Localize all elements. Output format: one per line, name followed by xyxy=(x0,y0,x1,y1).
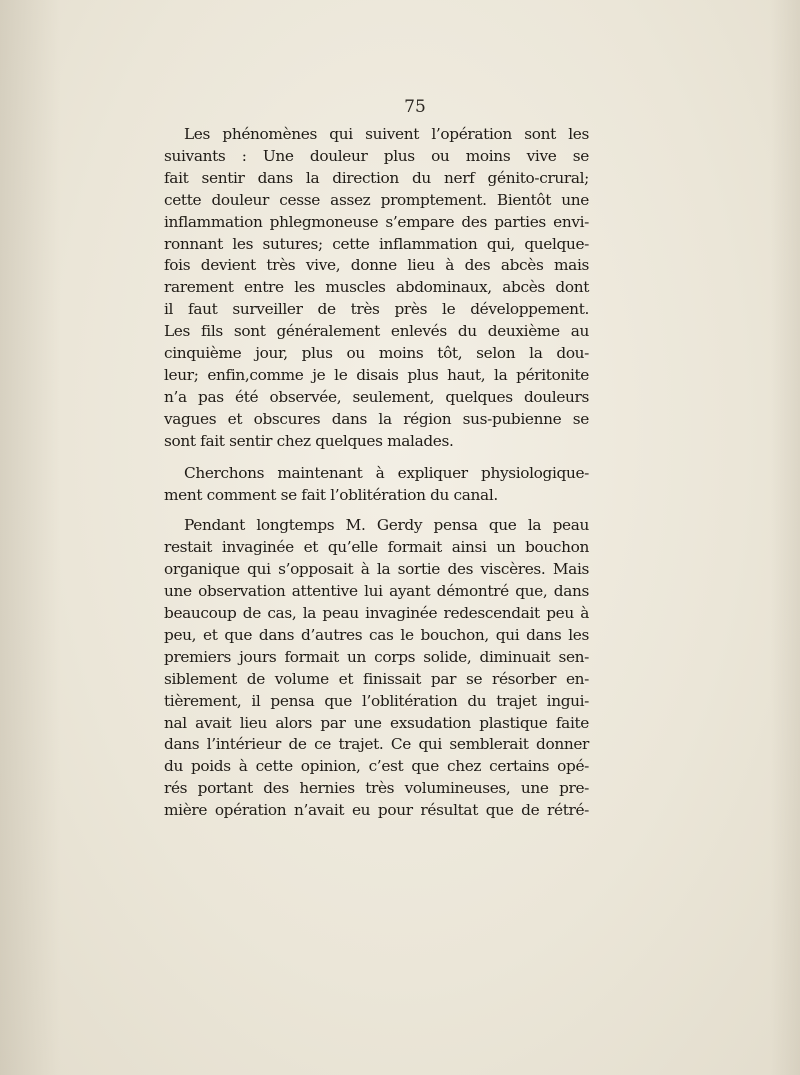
text-line: rarement entre les muscles abdominaux, abcès dont xyxy=(164,278,589,297)
text-line: peu, et que dans d’autres cas le bouchon, qui dans les xyxy=(164,625,589,644)
text-line: fois devient très vive, donne lieu à des abcès mais xyxy=(164,256,589,275)
text-line: cinquième jour, plus ou moins tôt, selon la dou- xyxy=(164,344,589,363)
text-line: du poids à cette opinion, c’est que chez certains opé- xyxy=(164,757,589,776)
text-line: sont fait sentir chez quelques malades. xyxy=(164,431,454,450)
text-line: beaucoup de cas, la peau invaginée redescendait peu à xyxy=(164,604,589,623)
text-line: Les fils sont généralement enlevés du deuxième au xyxy=(164,322,589,341)
text-line: fait sentir dans la direction du nerf génito-crural; xyxy=(164,168,589,187)
page-number: 75 xyxy=(404,97,426,117)
edge-shadow xyxy=(770,0,800,1075)
text-line: rés portant des hernies très volumineuses, une pre- xyxy=(164,779,589,798)
text-line: Pendant longtemps M. Gerdy pensa que la peau xyxy=(184,516,589,535)
body-text xyxy=(164,124,589,822)
text-line: dans l’intérieur de ce trajet. Ce qui semblerait donner xyxy=(164,735,589,754)
text-line: cette douleur cesse assez promptement. Bientôt une xyxy=(164,190,589,209)
text-line: ment comment se fait l’oblitération du canal. xyxy=(164,485,498,504)
text-line: suivants : Une douleur plus ou moins vive se xyxy=(164,146,589,165)
text-line: ronnant les sutures; cette inflammation qui, quelque- xyxy=(164,234,589,253)
text-line: leur; enfin,comme je le disais plus haut, la péritonite xyxy=(164,365,589,384)
spine-shadow xyxy=(0,0,60,1075)
text-line: siblement de volume et finissait par se résorber en- xyxy=(164,669,589,688)
text-line: Les phénomènes qui suivent l’opération sont les xyxy=(184,125,589,143)
text-line: Cherchons maintenant à expliquer physiologique- xyxy=(184,463,589,482)
paragraph-gap xyxy=(164,506,589,515)
paragraph-3 xyxy=(164,515,589,822)
paragraph-2 xyxy=(164,463,589,507)
text-line: organique qui s’opposait à la sortie des viscères. Mais xyxy=(164,560,589,579)
paragraph-1 xyxy=(164,124,589,453)
text-line: inflammation phlegmoneuse s’empare des parties envi- xyxy=(164,212,589,231)
text-line: premiers jours formait un corps solide, diminuait sen- xyxy=(164,647,589,666)
text-line: restait invaginée et qu’elle formait ainsi un bouchon xyxy=(164,538,589,557)
text-line: n’a pas été observée, seulement, quelques douleurs xyxy=(164,387,589,406)
text-line: il faut surveiller de très près le développement. xyxy=(164,300,589,319)
paragraph-gap xyxy=(164,453,589,463)
text-line: vagues et obscures dans la région sus-pubienne se xyxy=(164,409,589,428)
text-line: une observation attentive lui ayant démontré que, dans xyxy=(164,582,589,601)
text-line: mière opération n’avait eu pour résultat que de rétré- xyxy=(164,801,589,820)
text-line: nal avait lieu alors par une exsudation plastique faite xyxy=(164,713,589,732)
text-line: tièrement, il pensa que l’oblitération du trajet ingui- xyxy=(164,691,589,710)
